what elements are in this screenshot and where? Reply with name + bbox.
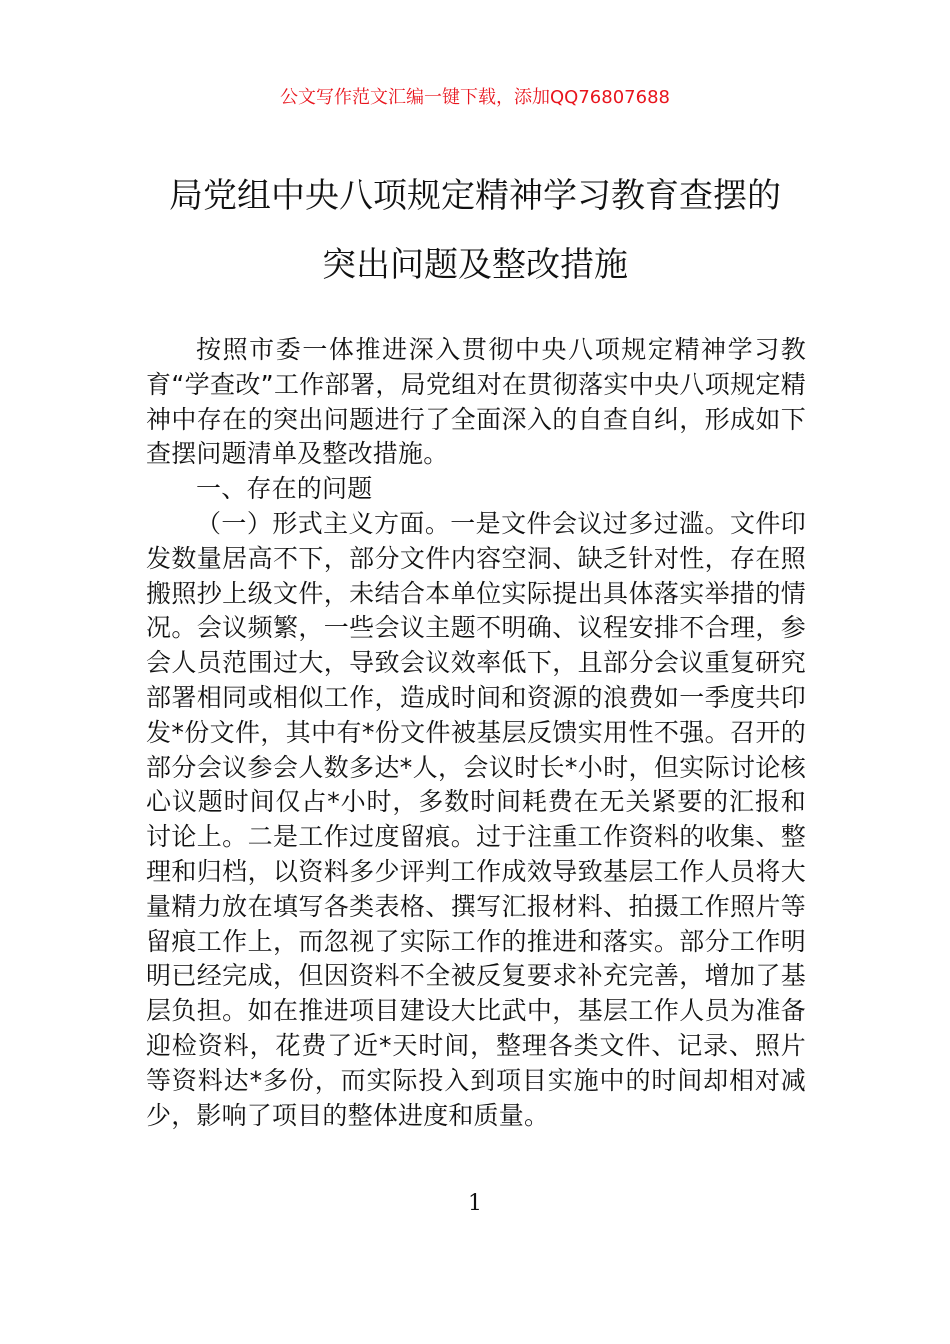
watermark-text: 公文写作范文汇编一键下载，添加QQ76807688	[280, 87, 670, 108]
body-paragraph: （一）形式主义方面。一是文件会议过多过滥。文件印发数量居高不下，部分文件内容空洞、缺乏针对性，存在照搬照抄上级文件，未结合本单位实际提出具体落实举措的情况。会议频繁，一些会议主题不明确、议程安排不合理，参会人员范围过大，导致会议效率低下，且部分会议重复研究部署相同或相似工作，造成时间和资源的浪费如一季度共印发*份文件，其中有*份文件被基层反馈实用性不强。召开的部分会议参会人数多达*人，会议时长*小时，但实际讨论核心议题时间仅占*小时，多数时间耗费在无关紧要的汇报和讨论上。二是工作过度留痕。过于注重工作资料的收集、整理和归档，以资料多少评判工作成效导致基层工作人员将大量精力放在填写各类表格、撰写汇报材料、拍摄工作照片等留痕工作上，而忽视了实际工作的推进和落实。部分工作明明已经完成，但因资料不全被反复要求补充完善，增加了基层负担。如在推进项目建设大比武中，基层工作人员为准备迎检资料，花费了近*天时间，整理各类文件、记录、照片等资料达*多份，而实际投入到项目实施中的时间却相对减少，影响了项目的整体进度和质量。	[146, 508, 806, 1130]
document-title-line-2: 突出问题及整改措施	[322, 245, 628, 285]
intro-paragraph: 按照市委一体推进深入贯彻中央八项规定精神学习教育“学查改”工作部署，局党组对在贯彻落实中央八项规定精神中存在的突出问题进行了全面深入的自查自纠，形成如下查摆问题清单及整改措施。	[146, 335, 806, 469]
page-number: 1	[468, 1191, 482, 1216]
document-body	[146, 333, 806, 1133]
document-title-line-1: 局党组中央八项规定精神学习教育查摆的	[169, 176, 781, 216]
section-heading: 一、存在的问题	[196, 474, 373, 504]
